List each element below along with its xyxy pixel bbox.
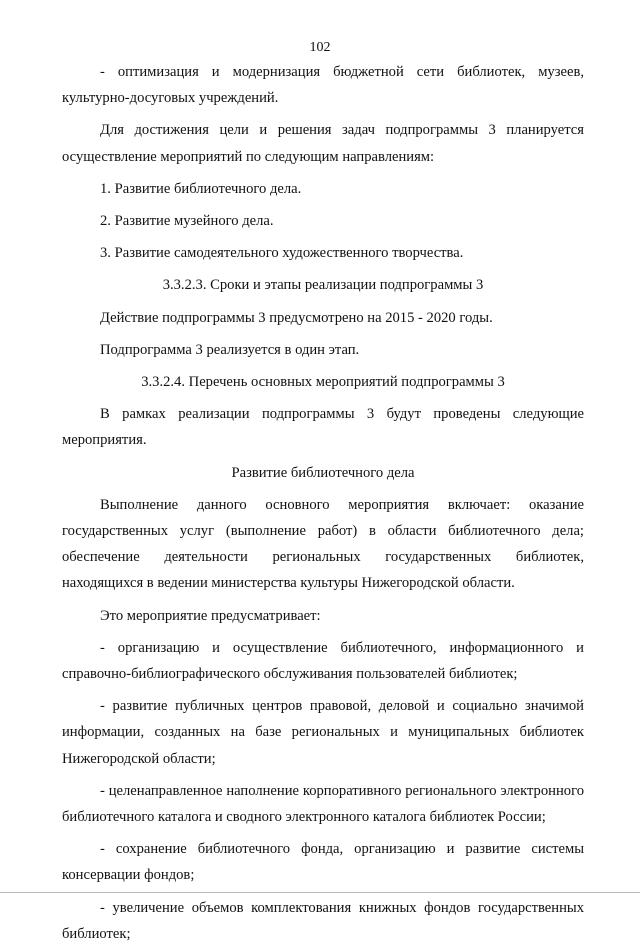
direction-item-2: 2. Развитие музейного дела.: [100, 213, 274, 230]
section-heading-terms: 3.3.2.3. Сроки и этапы реализации подпрограммы 3: [162, 277, 484, 294]
paragraph-directions-intro: Для достижения цели и решения задач подпрограммы 3 планируется осуществление мероприятий по следующим направлениям:: [62, 122, 584, 165]
direction-item-3: 3. Развитие самодеятельного художественного творчества.: [100, 245, 464, 262]
document-body: [62, 59, 584, 947]
list-item-acquisition-increase: - увеличение объемов комплектования книжных фондов государственных библиотек;: [62, 899, 584, 942]
list-item-catalog-filling: - целенаправленное наполнение корпоративного регионального электронного библиотечного каталога и сводного электронного каталога библиотек России;: [62, 782, 584, 826]
paragraph-duration: Действие подпрограммы 3 предусмотрено на 2015 - 2020 годы.: [100, 309, 493, 326]
direction-item-1: 1. Развитие библиотечного дела.: [100, 180, 302, 197]
section-heading-activities: 3.3.2.4. Перечень основных мероприятий подпрограммы 3: [141, 374, 505, 391]
paragraph-activity-description: Выполнение данного основного мероприятия включает: оказание государственных услуг (выполнение работ) в области библиотечного дела; обеспечение деятельности региональных государственных библиотек, находящихся в ведении министерства культуры Нижегородской области.: [62, 496, 584, 592]
list-item-service-organization: - организацию и осуществление библиотечного, информационного и справочно-библиографического обслуживания пользователей библиотек;: [62, 639, 584, 683]
subheading-library-development: Развитие библиотечного дела: [231, 464, 415, 481]
list-item-public-centers: - развитие публичных центров правовой, деловой и социально значимой информации, созданных на базе региональных и муниципальных библиотек Нижегородской области;: [62, 698, 584, 767]
paragraph-single-stage: Подпрограмма 3 реализуется в один этап.: [100, 341, 360, 358]
paragraph-provides: Это мероприятие предусматривает:: [100, 607, 321, 624]
paragraph-activities-intro: В рамках реализации подпрограммы 3 будут проведены следующие мероприятия.: [62, 406, 584, 449]
bottom-divider: [0, 892, 640, 893]
page-number: 102: [309, 40, 331, 55]
list-item-optimization: - оптимизация и модернизация бюджетной сети библиотек, музеев, культурно-досуговых учреждений.: [62, 64, 584, 107]
list-item-fund-preservation: - сохранение библиотечного фонда, организацию и развитие системы консервации фондов;: [62, 841, 584, 884]
